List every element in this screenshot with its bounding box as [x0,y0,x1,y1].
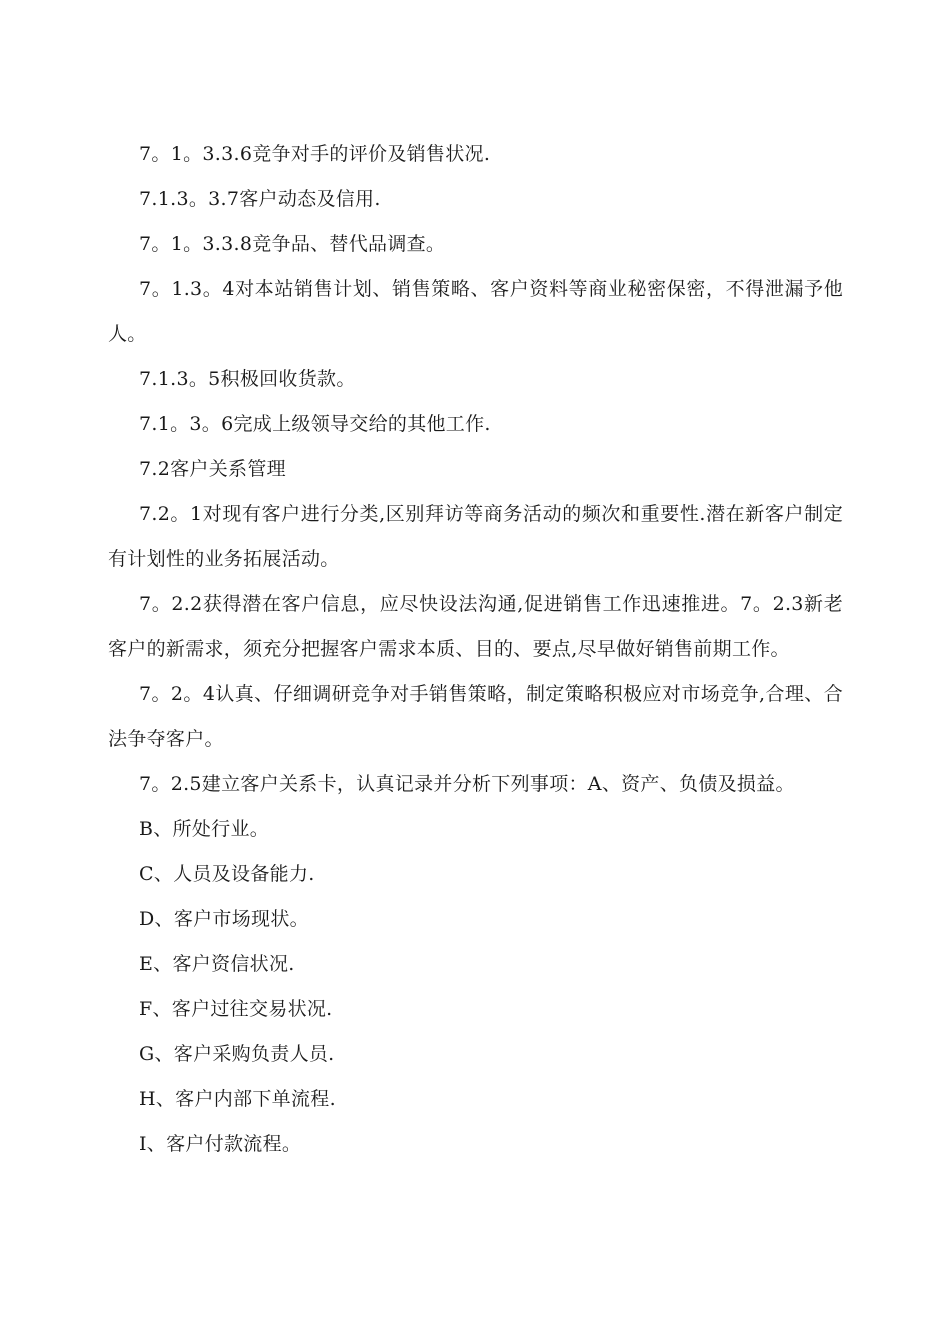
list-item-f: F、客户过往交易状况. [139,998,333,1020]
paragraph-7-1-3-3-6: 7。1。3.3.6竞争对手的评价及销售状况. [139,143,491,165]
list-item-b: B、所处行业。 [139,818,270,840]
list-item-d: D、客户市场现状。 [139,908,309,930]
document-body [108,132,843,1167]
list-item-e: E、客户资信状况. [139,953,295,975]
paragraph-7-1-3-5: 7.1.3。5积极回收货款。 [139,368,356,390]
paragraph-7-1-3-6: 7.1。3。6完成上级领导交给的其他工作. [139,413,491,435]
paragraph-7-2-4: 7。2。4认真、仔细调研竞争对手销售策略，制定策略积极应对市场竞争,合理、合法争夺客户。 [108,683,843,750]
paragraph-7-2-5: 7。2.5建立客户关系卡，认真记录并分析下列事项：A、资产、负债及损益。 [139,773,795,795]
list-item-i: I、客户付款流程。 [139,1133,302,1155]
paragraph-7-2-2: 7。2.2获得潜在客户信息，应尽快设法沟通,促进销售工作迅速推进。7。2.3新老客户的新需求，须充分把握客户需求本质、目的、要点,尽早做好销售前期工作。 [108,593,843,660]
paragraph-7-1-3-4: 7。1.3。4对本站销售计划、销售策略、客户资料等商业秘密保密，不得泄漏予他人。 [108,278,843,345]
section-heading-7-2: 7.2客户关系管理 [139,458,286,480]
list-item-g: G、客户采购负责人员. [139,1043,335,1065]
list-item-c: C、人员及设备能力. [139,863,315,885]
paragraph-7-1-3-3-7: 7.1.3。3.7客户动态及信用. [139,188,381,210]
paragraph-7-1-3-3-8: 7。1。3.3.8竞争品、替代品调查。 [139,233,446,255]
list-item-h: H、客户内部下单流程. [139,1088,336,1110]
paragraph-7-2-1: 7.2。1对现有客户进行分类,区别拜访等商务活动的频次和重要性.潜在新客户制定有计划性的业务拓展活动。 [108,503,843,570]
